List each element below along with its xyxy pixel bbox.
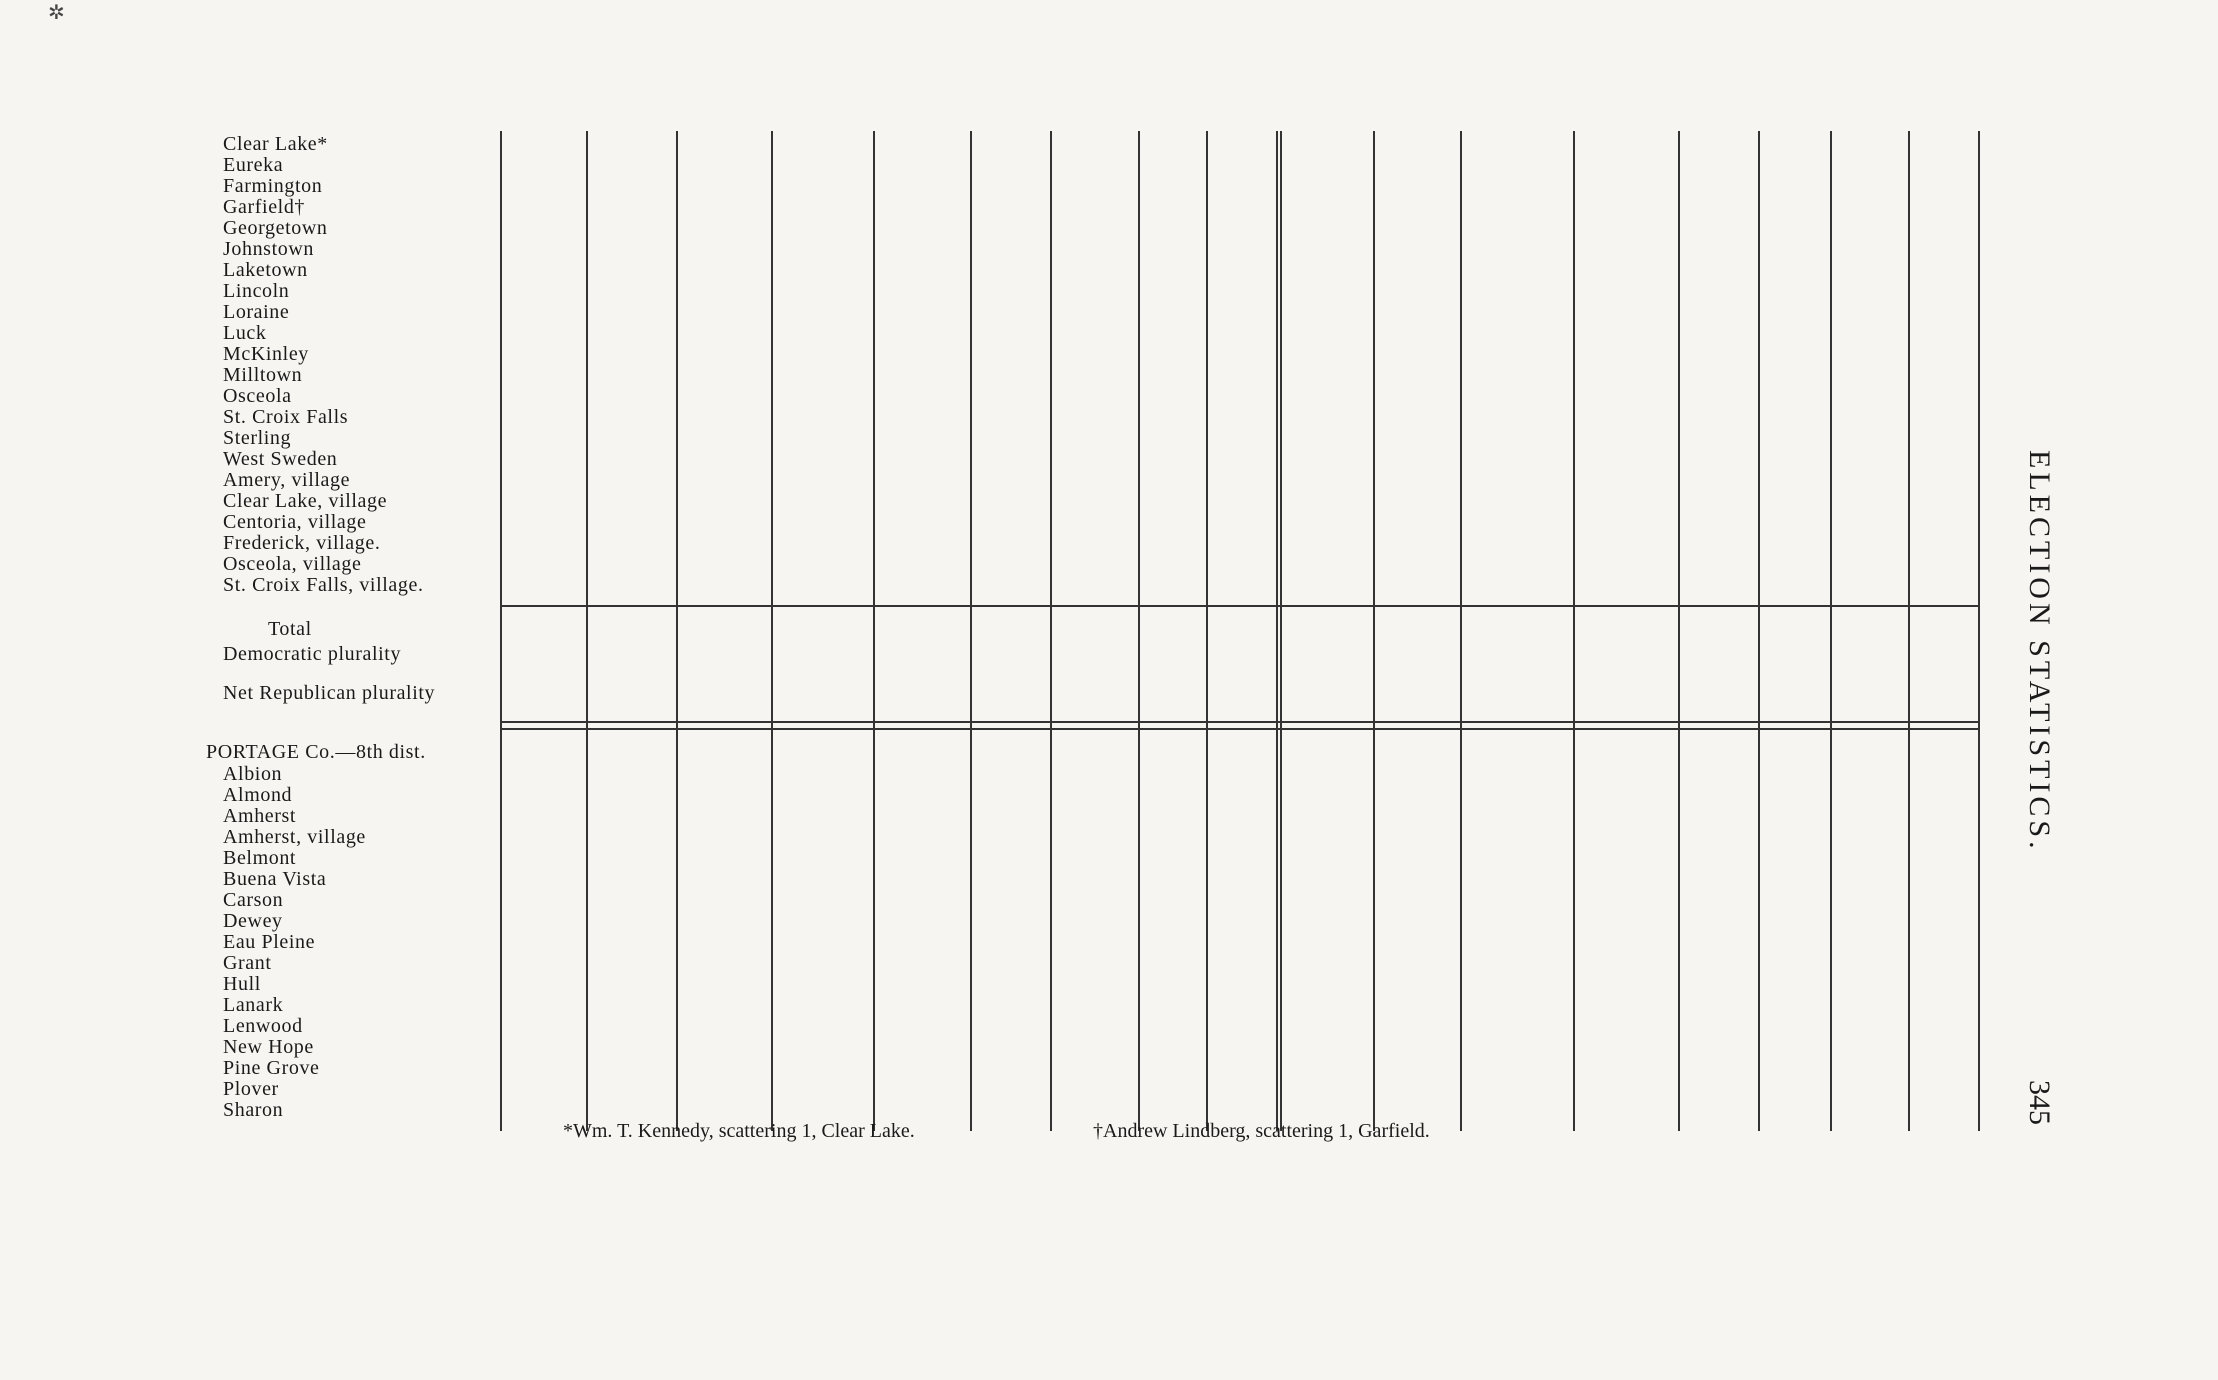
- column-rule: [1373, 131, 1375, 1131]
- row-label: Carson: [223, 889, 284, 911]
- column-rule: [771, 131, 773, 1131]
- column-rule: [1978, 131, 1980, 1131]
- column-rule: [1138, 131, 1140, 1131]
- section-rule: [500, 728, 1980, 730]
- footnote-lindberg: †Andrew Lindberg, scattering 1, Garfield.: [1093, 1120, 1430, 1142]
- row-label: Farmington: [223, 175, 323, 197]
- column-rule: [586, 131, 588, 1131]
- column-rule: [1276, 131, 1278, 1131]
- row-label: Lincoln: [223, 280, 290, 302]
- row-label: Buena Vista: [223, 868, 327, 890]
- corner-speck: ✲: [48, 2, 65, 24]
- page-number: 345: [2023, 1080, 2056, 1125]
- column-rule: [1206, 131, 1208, 1131]
- row-label: Albion: [223, 763, 283, 785]
- row-label: Milltown: [223, 364, 303, 386]
- column-rule: [970, 131, 972, 1131]
- row-label: Loraine: [223, 301, 290, 323]
- row-label: Amherst: [223, 805, 297, 827]
- row-label: Dewey: [223, 910, 283, 932]
- column-rule: [1050, 131, 1052, 1131]
- row-label: Net Republican plurality: [223, 682, 436, 704]
- column-rule: [1758, 131, 1760, 1131]
- row-label: Clear Lake, village: [223, 490, 388, 512]
- row-label: Belmont: [223, 847, 297, 869]
- row-label: Lanark: [223, 994, 284, 1016]
- row-label: New Hope: [223, 1036, 314, 1058]
- column-rule: [1573, 131, 1575, 1131]
- footnote-kennedy: *Wm. T. Kennedy, scattering 1, Clear Lake.: [563, 1120, 915, 1142]
- row-label: Laketown: [223, 259, 308, 281]
- row-label: Democratic plurality: [223, 643, 402, 665]
- row-label: Georgetown: [223, 217, 328, 239]
- row-label: St. Croix Falls: [223, 406, 349, 428]
- row-label: Frederick, village.: [223, 532, 381, 554]
- row-label: Eureka: [223, 154, 284, 176]
- row-label: West Sweden: [223, 448, 338, 470]
- row-label: Luck: [223, 322, 267, 344]
- portage-header: PORTAGE Co.—8th dist.: [206, 741, 426, 763]
- column-rule: [873, 131, 875, 1131]
- row-label: Osceola: [223, 385, 292, 407]
- column-rule: [500, 131, 502, 1131]
- row-label: McKinley: [223, 343, 309, 365]
- row-label: Amery, village: [223, 469, 351, 491]
- column-rule: [1460, 131, 1462, 1131]
- row-label: Eau Pleine: [223, 931, 316, 953]
- row-label: St. Croix Falls, village.: [223, 574, 424, 596]
- row-label: Almond: [223, 784, 293, 806]
- section-rule: [500, 605, 1980, 607]
- row-label: Sharon: [223, 1099, 284, 1121]
- row-label: Garfield†: [223, 196, 306, 218]
- row-label: Centoria, village: [223, 511, 367, 533]
- column-rule: [1280, 131, 1282, 1131]
- row-label: Osceola, village: [223, 553, 362, 575]
- column-rule: [1678, 131, 1680, 1131]
- row-label: Amherst, village: [223, 826, 366, 848]
- column-rule: [676, 131, 678, 1131]
- column-rule: [1830, 131, 1832, 1131]
- row-label: Lenwood: [223, 1015, 303, 1037]
- row-label: Johnstown: [223, 238, 314, 260]
- row-label: Hull: [223, 973, 261, 995]
- row-label: Total: [268, 618, 312, 640]
- column-rule: [1908, 131, 1910, 1131]
- row-label: Grant: [223, 952, 272, 974]
- row-label: Plover: [223, 1078, 279, 1100]
- row-label: Pine Grove: [223, 1057, 320, 1079]
- row-label: Sterling: [223, 427, 292, 449]
- running-title: ELECTION STATISTICS.: [2023, 450, 2056, 853]
- row-label: Clear Lake*: [223, 133, 328, 155]
- section-rule: [500, 721, 1980, 723]
